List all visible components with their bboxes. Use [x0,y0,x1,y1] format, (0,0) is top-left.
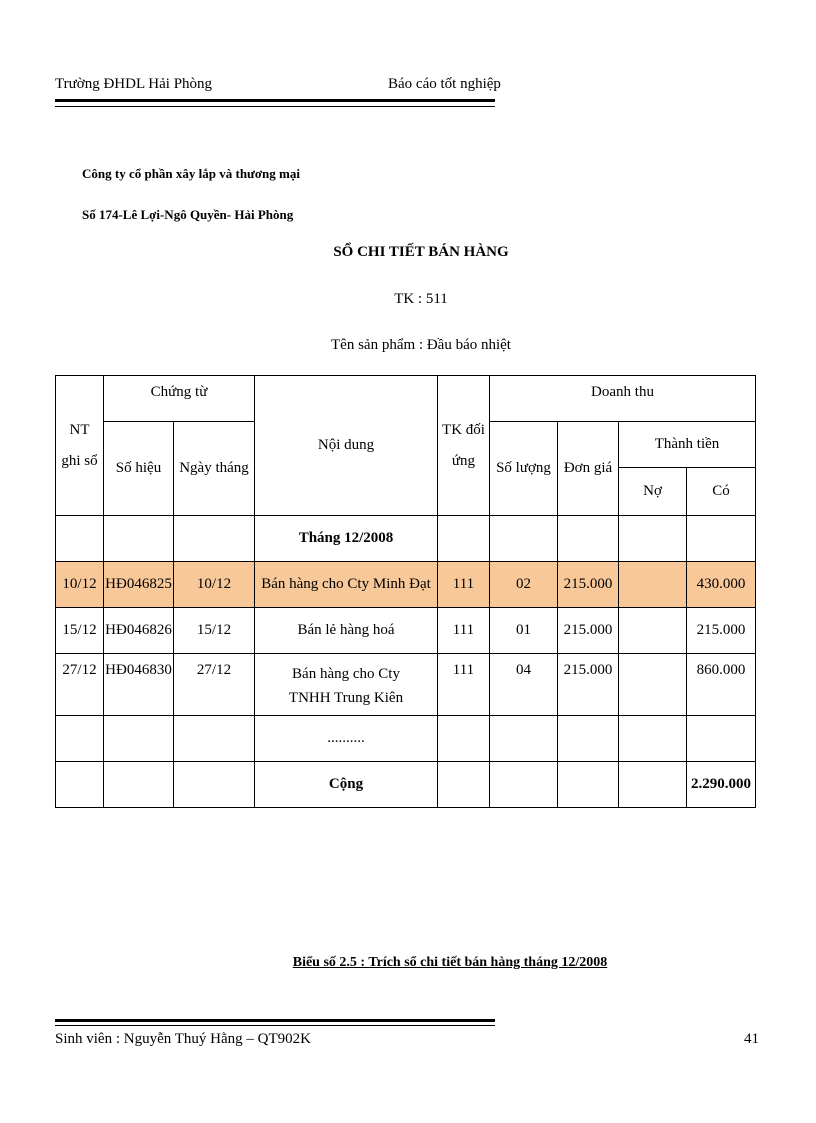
row-co: 860.000 [687,654,756,716]
school-name: Trường ĐHDL Hải Phòng [55,76,213,92]
row-don-gia: 215.000 [558,608,619,654]
row-nt: 15/12 [56,608,104,654]
footer-rule-thick [55,1019,495,1022]
ledger-title: SỔ CHI TIẾT BÁN HÀNG [333,244,509,260]
total-row [56,762,756,808]
row-so-hieu: HĐ046825 [104,562,174,608]
col-thanh-tien: Thành tiền [619,422,756,468]
table-row [56,654,756,716]
ledger-account: TK : 511 [394,291,448,307]
header-rule-thick [55,99,495,102]
row-ngay: 10/12 [174,562,255,608]
col-don-gia: Đơn giá [558,422,619,516]
company-name: Công ty cổ phần xây lắp và thương mại [82,166,300,181]
ledger-product: Tên sản phẩm : Đầu báo nhiệt [331,337,511,353]
table-row [56,562,756,608]
row-nt: 27/12 [56,654,104,716]
row-tk: 111 [438,608,490,654]
ellipsis-text: .......... [255,716,438,762]
total-label: Cộng [255,762,438,808]
total-value: 2.290.000 [687,762,756,808]
row-no [619,562,687,608]
row-nt: 10/12 [56,562,104,608]
month-row [56,516,756,562]
col-ngay-thang: Ngày tháng [174,422,255,516]
col-tk-doi-label: TK đối [442,421,485,438]
row-so-luong: 04 [490,654,558,716]
col-nt-label: NT [69,421,90,438]
row-don-gia: 215.000 [558,654,619,716]
col-tk-doi-ung [438,376,490,516]
col-no: Nợ [619,468,687,516]
col-doanh-thu: Doanh thu [490,376,756,422]
col-so-luong: Số lượng [490,422,558,516]
col-ung-label: ứng [451,452,476,469]
row-so-luong: 02 [490,562,558,608]
row-tk: 111 [438,654,490,716]
row-no [619,654,687,716]
row-co: 430.000 [687,562,756,608]
row-ngay: 15/12 [174,608,255,654]
sales-ledger-table [55,375,756,808]
row-ngay: 27/12 [174,654,255,716]
company-address: Số 174-Lê Lợi-Ngô Quyền- Hải Phòng [82,207,294,222]
col-so-hieu: Số hiệu [104,422,174,516]
row-don-gia: 215.000 [558,562,619,608]
col-ghi-so-label: ghi sổ [61,452,98,469]
row-noi-dung-text: Bán hàng cho Cty TNHH Trung Kiên [288,666,404,706]
row-noi-dung: Bán hàng cho Cty Minh Đạt [255,562,438,608]
col-nt-ghi-so [56,376,104,516]
row-so-luong: 01 [490,608,558,654]
row-so-hieu: HĐ046830 [104,654,174,716]
col-chung-tu: Chứng từ [104,376,255,422]
row-so-hieu: HĐ046826 [104,608,174,654]
table-row [56,608,756,654]
row-tk: 111 [438,562,490,608]
col-noi-dung: Nội dung [255,376,438,516]
page-number: 41 [744,1031,759,1047]
row-noi-dung: Bán lẻ hàng hoá [255,608,438,654]
ellipsis-row [56,716,756,762]
row-no [619,608,687,654]
col-co: Có [687,468,756,516]
header-row-1 [56,376,756,422]
report-title: Báo cáo tốt nghiệp [388,76,501,92]
figure-caption: Biểu số 2.5 : Trích sổ chi tiết bán hàng tháng 12/2008 [292,955,608,970]
header-rule-thin [55,106,495,107]
footer-rule-thin [55,1025,495,1026]
month-label: Tháng 12/2008 [255,516,438,562]
student-name: Sinh viên : Nguyễn Thuý Hằng – QT902K [55,1031,311,1047]
row-noi-dung [255,654,438,716]
row-co: 215.000 [687,608,756,654]
